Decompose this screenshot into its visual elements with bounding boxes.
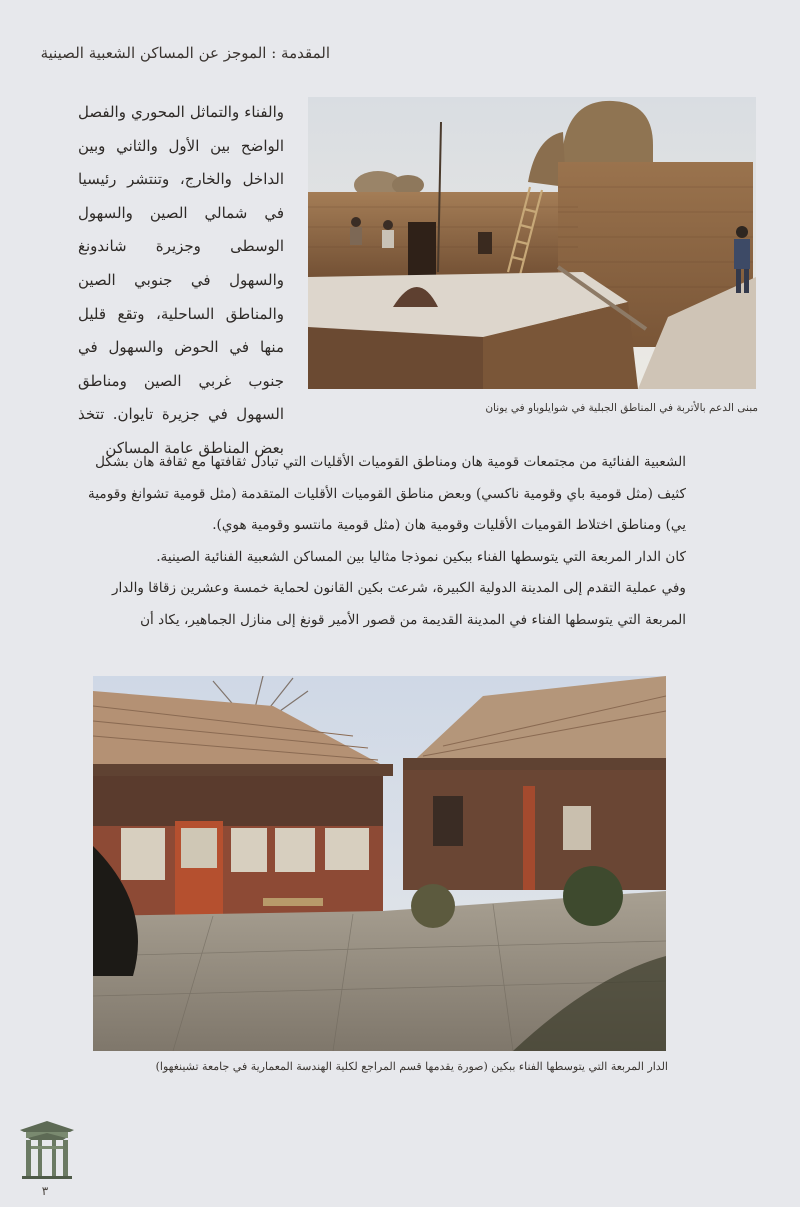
body-text — [80, 447, 686, 637]
side-paragraph: والفناء والتماثل المحوري والفصل الواضح بين الأول والثاني وبين الداخل والخارج، وتنتشر رئيسيا في شمالي الصين والسهول الوسطى وجزيرة شاندونغ والسهول في جنوبي الصين والمناطق الساحلية، وتقع قليل منها في الحوض والسهول في جنوب غربي الصين ومناطق السهول في جزيرة تايوان. تتخذ بعض المناطق عامة المساكن — [78, 103, 284, 457]
courtyard-house-photo — [93, 676, 666, 1051]
paragraph-1: الشعبية الفنائية من مجتمعات قومية هان ومناطق القوميات الأقليات التي تبادل ثقافتها مع ثقافة هان بشكل كثيف (مثل قومية باي وقومية ناكسي) وبعض مناطق القوميات الأقليات المتقدمة (مثل قومية تشوانغ وقومية يي) ومناطق اختلاط القوميات الأقليات وقومية هان (مثل قومية مانتسو وقومية هوي). — [88, 454, 686, 534]
page-number: ٣ — [41, 1184, 49, 1198]
top-photo-caption: مبنى الدعم بالأتربة في المناطق الجبلية في شوايلوباو في يونان — [485, 402, 758, 414]
running-header: المقدمة : الموجز عن المساكن الشعبية الصينية — [40, 44, 330, 62]
side-text-column — [78, 96, 284, 466]
paifang-gate-icon — [18, 1118, 76, 1180]
mud-house-photo — [308, 97, 756, 389]
bottom-photo-caption: الدار المربعة التي يتوسطها الفناء ببكين (صورة يقدمها قسم المراجع لكلية الهندسة المعمارية في جامعة تشينغهوا) — [155, 1060, 668, 1073]
paragraph-3: وفي عملية التقدم إلى المدينة الدولية الكبيرة، شرعت بكين القانون لحماية خمسة وعشرين زقاقا والدار المربعة التي يتوسطها الفناء في المدينة القديمة من قصور الأمير قونغ إلى منازل الجماهير، يكاد أن — [111, 580, 686, 628]
paragraph-2: كان الدار المربعة التي يتوسطها الفناء ببكين نموذجا مثاليا بين المساكن الشعبية الفنائية الصينية. — [156, 548, 686, 565]
